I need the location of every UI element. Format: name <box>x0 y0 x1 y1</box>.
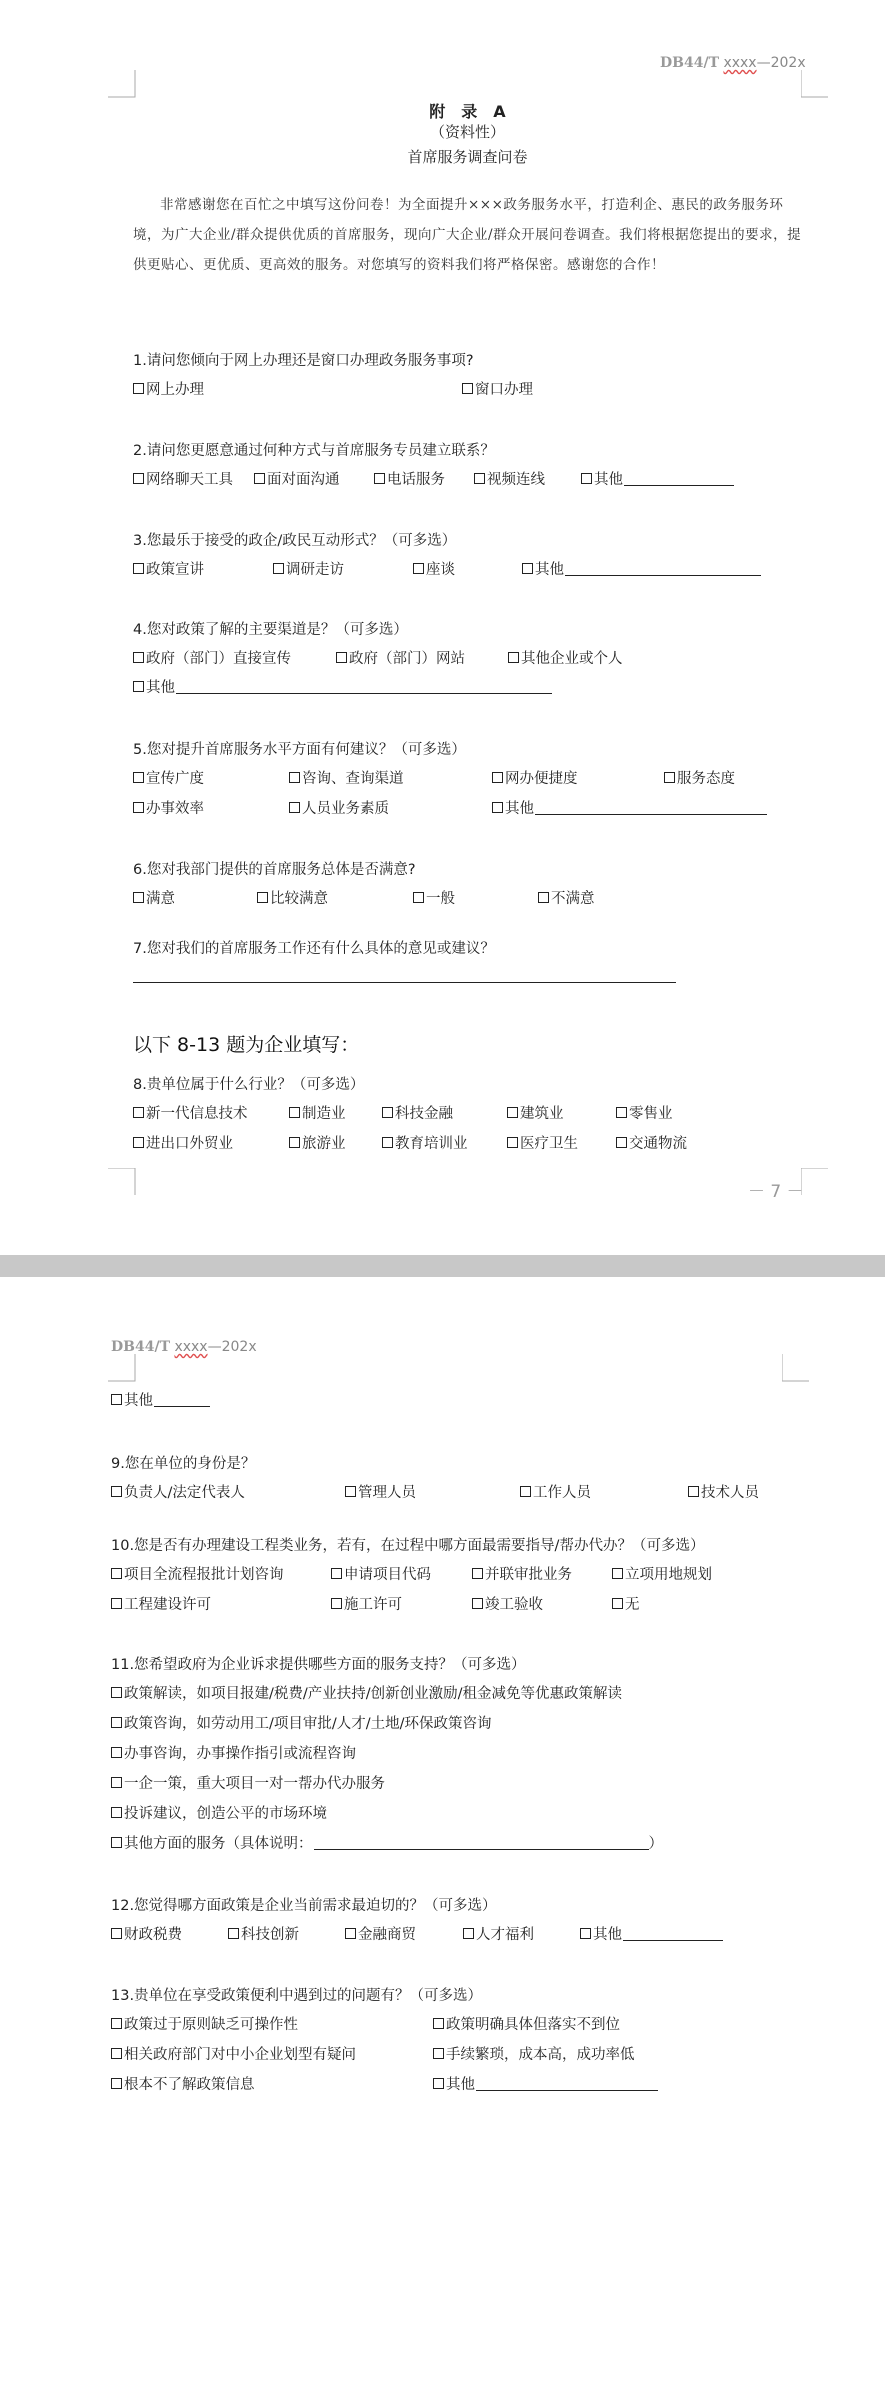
checkbox[interactable] <box>345 1486 356 1497</box>
option-label: 无 <box>625 1597 640 1613</box>
q8-option-fintech[interactable] <box>382 1102 453 1123</box>
option-label: 办事效率 <box>146 801 204 817</box>
option-label: 进出口外贸业 <box>146 1136 233 1152</box>
option-label: 技术人员 <box>701 1485 759 1501</box>
option-label: 政策过于原则缺乏可操作性 <box>124 2017 298 2033</box>
option-label: 科技金融 <box>395 1106 453 1122</box>
option-label: 其他 <box>535 562 564 578</box>
q6-option-neutral[interactable] <box>413 887 455 908</box>
q9-option-manager[interactable] <box>345 1481 416 1502</box>
checkbox[interactable] <box>273 563 284 574</box>
option-label: 项目全流程报批计划咨询 <box>124 1567 284 1583</box>
option-label: 咨询、查询渠道 <box>302 771 404 787</box>
checkbox[interactable] <box>133 383 144 394</box>
option-label: 政府（部门）直接宣传 <box>146 651 291 667</box>
standard-number: xxxx <box>174 1339 208 1355</box>
checkbox[interactable] <box>462 383 473 394</box>
q8-option-logistics[interactable] <box>616 1132 687 1153</box>
page-gap <box>0 1255 885 1277</box>
q6-option-satisfied[interactable] <box>133 887 175 908</box>
q8-option-it[interactable] <box>133 1102 248 1123</box>
checkbox[interactable] <box>581 473 592 484</box>
page-header <box>660 55 806 71</box>
q10-option-acceptance[interactable] <box>472 1593 543 1614</box>
option-label: 立项用地规划 <box>625 1567 712 1583</box>
option-label: 旅游业 <box>302 1136 346 1152</box>
q12-option-talent[interactable] <box>463 1923 534 1944</box>
option-label: 政策明确具体但落实不到位 <box>446 2017 620 2033</box>
question-12: 12.您觉得哪方面政策是企业当前需求最迫切的？（可多选） <box>111 1898 497 1914</box>
option-label: 相关政府部门对中小企业划型有疑问 <box>124 2047 356 2063</box>
q10-option-plan[interactable] <box>111 1563 284 1584</box>
q2-option-face[interactable] <box>254 468 340 489</box>
option-label: 投诉建议，创造公平的市场环境 <box>124 1806 327 1822</box>
q5-option-efficiency[interactable] <box>133 797 204 818</box>
checkbox[interactable] <box>133 1107 144 1118</box>
q8-option-retail[interactable] <box>616 1102 673 1123</box>
q2-option-other[interactable] <box>581 468 734 489</box>
checkbox[interactable] <box>508 652 519 663</box>
option-label: 网络聊天工具 <box>146 472 233 488</box>
checkbox[interactable] <box>336 652 347 663</box>
option-label: 服务态度 <box>677 771 735 787</box>
option-label: 办事咨询，办事操作指引或流程咨询 <box>124 1746 356 1762</box>
appendix-title: 附 录 A <box>429 102 506 121</box>
question-2: 2.请问您更愿意通过何种方式与首席服务专员建立联系？ <box>133 443 495 459</box>
option-label: 手续繁琐，成本高，成功率低 <box>446 2047 635 2063</box>
q10-option-land[interactable] <box>612 1563 712 1584</box>
q3-option-other[interactable] <box>522 558 761 579</box>
checkbox[interactable] <box>133 652 144 663</box>
checkbox[interactable] <box>111 1807 122 1818</box>
checkbox[interactable] <box>520 1486 531 1497</box>
checkbox[interactable] <box>133 1137 144 1148</box>
question-11: 11.您希望政府为企业诉求提供哪些方面的服务支持？（可多选） <box>111 1657 526 1673</box>
standard-year: 202x <box>770 55 806 71</box>
question-7: 7.您对我们的首席服务工作还有什么具体的意见或建议？ <box>133 941 495 957</box>
option-label: 交通物流 <box>629 1136 687 1152</box>
q4-option-direct[interactable] <box>133 647 291 668</box>
q8-option-education[interactable] <box>382 1132 468 1153</box>
question-6: 6.您对我部门提供的首席服务总体是否满意? <box>133 862 416 878</box>
checkbox[interactable] <box>688 1486 699 1497</box>
question-13: 13.贵单位在享受政策便利中遇到过的问题有？（可多选） <box>111 1988 483 2004</box>
question-9: 9.您在单位的身份是？ <box>111 1456 256 1472</box>
q13-option-unaware[interactable] <box>111 2073 255 2094</box>
page-number: － 7 － <box>748 1182 804 1202</box>
q2-option-video[interactable] <box>474 468 545 489</box>
option-label: 管理人员 <box>358 1485 416 1501</box>
q13-option-classification[interactable] <box>111 2043 356 2064</box>
checkbox[interactable] <box>289 802 300 813</box>
q3-other-blank[interactable] <box>565 561 761 576</box>
checkbox[interactable] <box>612 1568 623 1579</box>
option-label: 视频连线 <box>487 472 545 488</box>
q9-option-tech[interactable] <box>688 1481 759 1502</box>
checkbox[interactable] <box>133 802 144 813</box>
checkbox[interactable] <box>507 1137 518 1148</box>
standard-number: xxxx <box>723 55 757 71</box>
q13-option-not-implemented[interactable] <box>433 2013 620 2034</box>
q10-option-parallel[interactable] <box>472 1563 572 1584</box>
option-label: 一般 <box>426 891 455 907</box>
question-4: 4.您对政策了解的主要渠道是？（可多选） <box>133 622 408 638</box>
q2-other-blank[interactable] <box>624 471 734 486</box>
q1-option-window[interactable] <box>462 378 533 399</box>
option-label: 根本不了解政策信息 <box>124 2077 255 2093</box>
option-label: 其他 <box>446 2077 475 2093</box>
q9-option-staff[interactable] <box>520 1481 591 1502</box>
option-label: 其他 <box>594 472 623 488</box>
checkbox[interactable] <box>472 1568 483 1579</box>
document-title: 首席服务调查问卷 <box>407 148 528 166</box>
checkbox[interactable] <box>111 1777 122 1788</box>
checkbox[interactable] <box>254 473 265 484</box>
option-label: 工作人员 <box>533 1485 591 1501</box>
checkbox[interactable] <box>133 473 144 484</box>
option-label: 人员业务素质 <box>302 801 389 817</box>
option-label: 申请项目代码 <box>344 1567 431 1583</box>
question-1: 1.请问您倾向于网上办理还是窗口办理政务服务事项? <box>133 353 474 369</box>
q4-option-peers[interactable] <box>508 647 623 668</box>
checkbox[interactable] <box>111 1394 122 1405</box>
q11-option-complaint[interactable] <box>111 1802 327 1823</box>
question-5: 5.您对提升首席服务水平方面有何建议？（可多选） <box>133 742 466 758</box>
q5-option-other[interactable] <box>492 797 767 818</box>
q6-option-fairly[interactable] <box>257 887 328 908</box>
option-label: 金融商贸 <box>358 1927 416 1943</box>
q8-option-other[interactable] <box>111 1389 210 1410</box>
checkbox[interactable] <box>111 1837 122 1848</box>
checkbox[interactable] <box>111 1486 122 1497</box>
checkbox[interactable] <box>133 772 144 783</box>
checkbox[interactable] <box>331 1598 342 1609</box>
checkbox[interactable] <box>111 2018 122 2029</box>
checkbox[interactable] <box>374 473 385 484</box>
q11-other-blank[interactable] <box>314 1835 649 1850</box>
q2-option-chat[interactable] <box>133 468 233 489</box>
checkbox[interactable] <box>664 772 675 783</box>
option-label: 其他 <box>124 1393 153 1409</box>
option-label: 新一代信息技术 <box>146 1106 248 1122</box>
option-label: 不满意 <box>551 891 595 907</box>
q5-option-online[interactable] <box>492 767 578 788</box>
option-label: 其他企业或个人 <box>521 651 623 667</box>
option-label: 竣工验收 <box>485 1597 543 1613</box>
checkbox[interactable] <box>492 802 503 813</box>
checkbox[interactable] <box>413 563 424 574</box>
checkbox[interactable] <box>463 1928 474 1939</box>
checkbox[interactable] <box>257 892 268 903</box>
option-label: 财政税费 <box>124 1927 182 1943</box>
q1-option-online[interactable] <box>133 378 204 399</box>
option-label: 一企一策，重大项目一对一帮办代办服务 <box>124 1776 385 1792</box>
q10-option-none[interactable] <box>612 1593 640 1614</box>
checkbox[interactable] <box>433 2078 444 2089</box>
q11-option-policy-interpretation[interactable] <box>111 1682 622 1703</box>
checkbox[interactable] <box>433 2018 444 2029</box>
q9-option-legal-rep[interactable] <box>111 1481 245 1502</box>
q8-option-manufacturing[interactable] <box>289 1102 346 1123</box>
checkbox[interactable] <box>345 1928 356 1939</box>
option-label: 政策宣讲 <box>146 562 204 578</box>
q4-option-other[interactable] <box>133 676 552 697</box>
option-label: 建筑业 <box>520 1106 564 1122</box>
q13-option-complex[interactable] <box>433 2043 635 2064</box>
checkbox[interactable] <box>492 772 503 783</box>
q3-option-forum[interactable] <box>413 558 455 579</box>
option-label: 教育培训业 <box>395 1136 468 1152</box>
checkbox[interactable] <box>382 1107 393 1118</box>
question-8: 8.贵单位属于什么行业？（可多选） <box>133 1077 365 1093</box>
q8-option-tourism[interactable] <box>289 1132 346 1153</box>
q12-option-finance[interactable] <box>345 1923 416 1944</box>
checkbox[interactable] <box>228 1928 239 1939</box>
q10-option-code[interactable] <box>331 1563 431 1584</box>
option-label: 制造业 <box>302 1106 346 1122</box>
q3-option-briefing[interactable] <box>133 558 204 579</box>
option-label: 施工许可 <box>344 1597 402 1613</box>
q11-option-policy-consulting[interactable] <box>111 1712 492 1733</box>
q5-option-staff[interactable] <box>289 797 389 818</box>
checkbox[interactable] <box>111 1687 122 1698</box>
option-label: 科技创新 <box>241 1927 299 1943</box>
option-label: 其他方面的服务（具体说明： <box>124 1836 313 1852</box>
option-label: 政策解读，如项目报建/税费/产业扶持/创新创业激励/租金减免等优惠政策解读 <box>124 1686 623 1702</box>
q13-option-other[interactable] <box>433 2073 658 2094</box>
crop-mark-bottom-left <box>108 1168 136 1196</box>
q13-option-too-general[interactable] <box>111 2013 298 2034</box>
q11-option-one-on-one[interactable] <box>111 1772 385 1793</box>
checkbox[interactable] <box>133 681 144 692</box>
appendix-nature: （资料性） <box>429 123 505 141</box>
option-label: 政府（部门）网站 <box>349 651 465 667</box>
option-label: 并联审批业务 <box>485 1567 572 1583</box>
q11-option-other[interactable] <box>111 1832 663 1853</box>
q8-other-blank[interactable] <box>154 1392 210 1407</box>
checkbox[interactable] <box>133 563 144 574</box>
standard-code: DB44/T <box>111 1339 170 1355</box>
option-label: 人才福利 <box>476 1927 534 1943</box>
q5-option-attitude[interactable] <box>664 767 735 788</box>
crop-mark-top-right <box>801 70 829 98</box>
checkbox[interactable] <box>331 1568 342 1579</box>
option-label: 网上办理 <box>146 382 204 398</box>
option-label: 其他 <box>146 680 175 696</box>
crop-mark-bottom-right <box>801 1168 829 1196</box>
q12-other-blank[interactable] <box>623 1926 723 1941</box>
crop-mark-top-left <box>108 1354 136 1382</box>
option-label: 比较满意 <box>270 891 328 907</box>
crop-mark-top-right <box>782 1354 810 1382</box>
checkbox[interactable] <box>111 1598 122 1609</box>
page-8 <box>0 1277 885 2400</box>
option-label: 电话服务 <box>387 472 445 488</box>
checkbox[interactable] <box>382 1137 393 1148</box>
checkbox[interactable] <box>612 1598 623 1609</box>
option-label: 其他 <box>593 1927 622 1943</box>
checkbox[interactable] <box>289 1107 300 1118</box>
checkbox[interactable] <box>289 772 300 783</box>
checkbox[interactable] <box>580 1928 591 1939</box>
q7-answer-line[interactable] <box>133 982 676 983</box>
q10-option-construction[interactable] <box>331 1593 402 1614</box>
option-label: 其他 <box>505 801 534 817</box>
option-label: 工程建设许可 <box>124 1597 211 1613</box>
crop-mark-top-left <box>108 70 136 98</box>
question-10: 10.您是否有办理建设工程类业务，若有，在过程中哪方面最需要指导/帮办代办？（可多选） <box>111 1538 705 1554</box>
checkbox[interactable] <box>111 1747 122 1758</box>
option-label: 面对面沟通 <box>267 472 340 488</box>
standard-code: DB44/T <box>660 55 719 71</box>
checkbox[interactable] <box>507 1107 518 1118</box>
option-label: 政策咨询，如劳动用工/项目审批/人才/土地/环保政策咨询 <box>124 1716 492 1732</box>
checkbox[interactable] <box>111 1928 122 1939</box>
page-header <box>111 1339 257 1355</box>
checkbox[interactable] <box>616 1137 627 1148</box>
q8-option-trade[interactable] <box>133 1132 233 1153</box>
q4-other-blank[interactable] <box>176 679 552 694</box>
header-separator: — <box>207 1339 222 1355</box>
q5-option-channels[interactable] <box>289 767 404 788</box>
q12-option-innovation[interactable] <box>228 1923 299 1944</box>
option-label: 满意 <box>146 891 175 907</box>
option-label: 医疗卫生 <box>520 1136 578 1152</box>
q4-option-website[interactable] <box>336 647 465 668</box>
checkbox[interactable] <box>522 563 533 574</box>
standard-year: 202x <box>221 1339 257 1355</box>
checkbox[interactable] <box>616 1107 627 1118</box>
q12-option-other[interactable] <box>580 1923 723 1944</box>
option-label: 宣传广度 <box>146 771 204 787</box>
q2-option-phone[interactable] <box>374 468 445 489</box>
header-separator: — <box>756 55 771 71</box>
checkbox[interactable] <box>413 892 424 903</box>
intro-paragraph: 非常感谢您在百忙之中填写这份问卷！为全面提升×××政务服务水平，打造利企、惠民的政务服务环境，为广大企业/群众提供优质的首席服务，现向广大企业/群众开展问卷调查。我们将根据您提出的要求，提供更贴心、更优质、更高效的服务。对您填写的资料我们将严格保密。感谢您的合作！ <box>133 197 802 273</box>
question-3: 3.您最乐于接受的政企/政民互动形式？（可多选） <box>133 533 457 549</box>
q12-option-fiscal[interactable] <box>111 1923 182 1944</box>
checkbox[interactable] <box>111 2048 122 2059</box>
checkbox[interactable] <box>133 892 144 903</box>
option-label: 负责人/法定代表人 <box>124 1485 245 1501</box>
option-label: 零售业 <box>629 1106 673 1122</box>
checkbox[interactable] <box>289 1137 300 1148</box>
q3-option-visit[interactable] <box>273 558 344 579</box>
closing-parenthesis: ） <box>648 1836 663 1852</box>
q5-option-publicity[interactable] <box>133 767 204 788</box>
checkbox[interactable] <box>433 2048 444 2059</box>
q8-option-health[interactable] <box>507 1132 578 1153</box>
enterprise-section-heading: 以下 8-13 题为企业填写： <box>133 1034 360 1056</box>
q11-option-procedure-consulting[interactable] <box>111 1742 356 1763</box>
checkbox[interactable] <box>111 2078 122 2089</box>
q10-option-permit[interactable] <box>111 1593 211 1614</box>
checkbox[interactable] <box>474 473 485 484</box>
q13-other-blank[interactable] <box>476 2076 658 2091</box>
option-label: 调研走访 <box>286 562 344 578</box>
option-label: 座谈 <box>426 562 455 578</box>
checkbox[interactable] <box>111 1568 122 1579</box>
q5-other-blank[interactable] <box>535 800 767 815</box>
checkbox[interactable] <box>111 1717 122 1728</box>
q6-option-unsatisfied[interactable] <box>538 887 595 908</box>
option-label: 窗口办理 <box>475 382 533 398</box>
q8-option-construction[interactable] <box>507 1102 564 1123</box>
option-label: 网办便捷度 <box>505 771 578 787</box>
checkbox[interactable] <box>538 892 549 903</box>
checkbox[interactable] <box>472 1598 483 1609</box>
